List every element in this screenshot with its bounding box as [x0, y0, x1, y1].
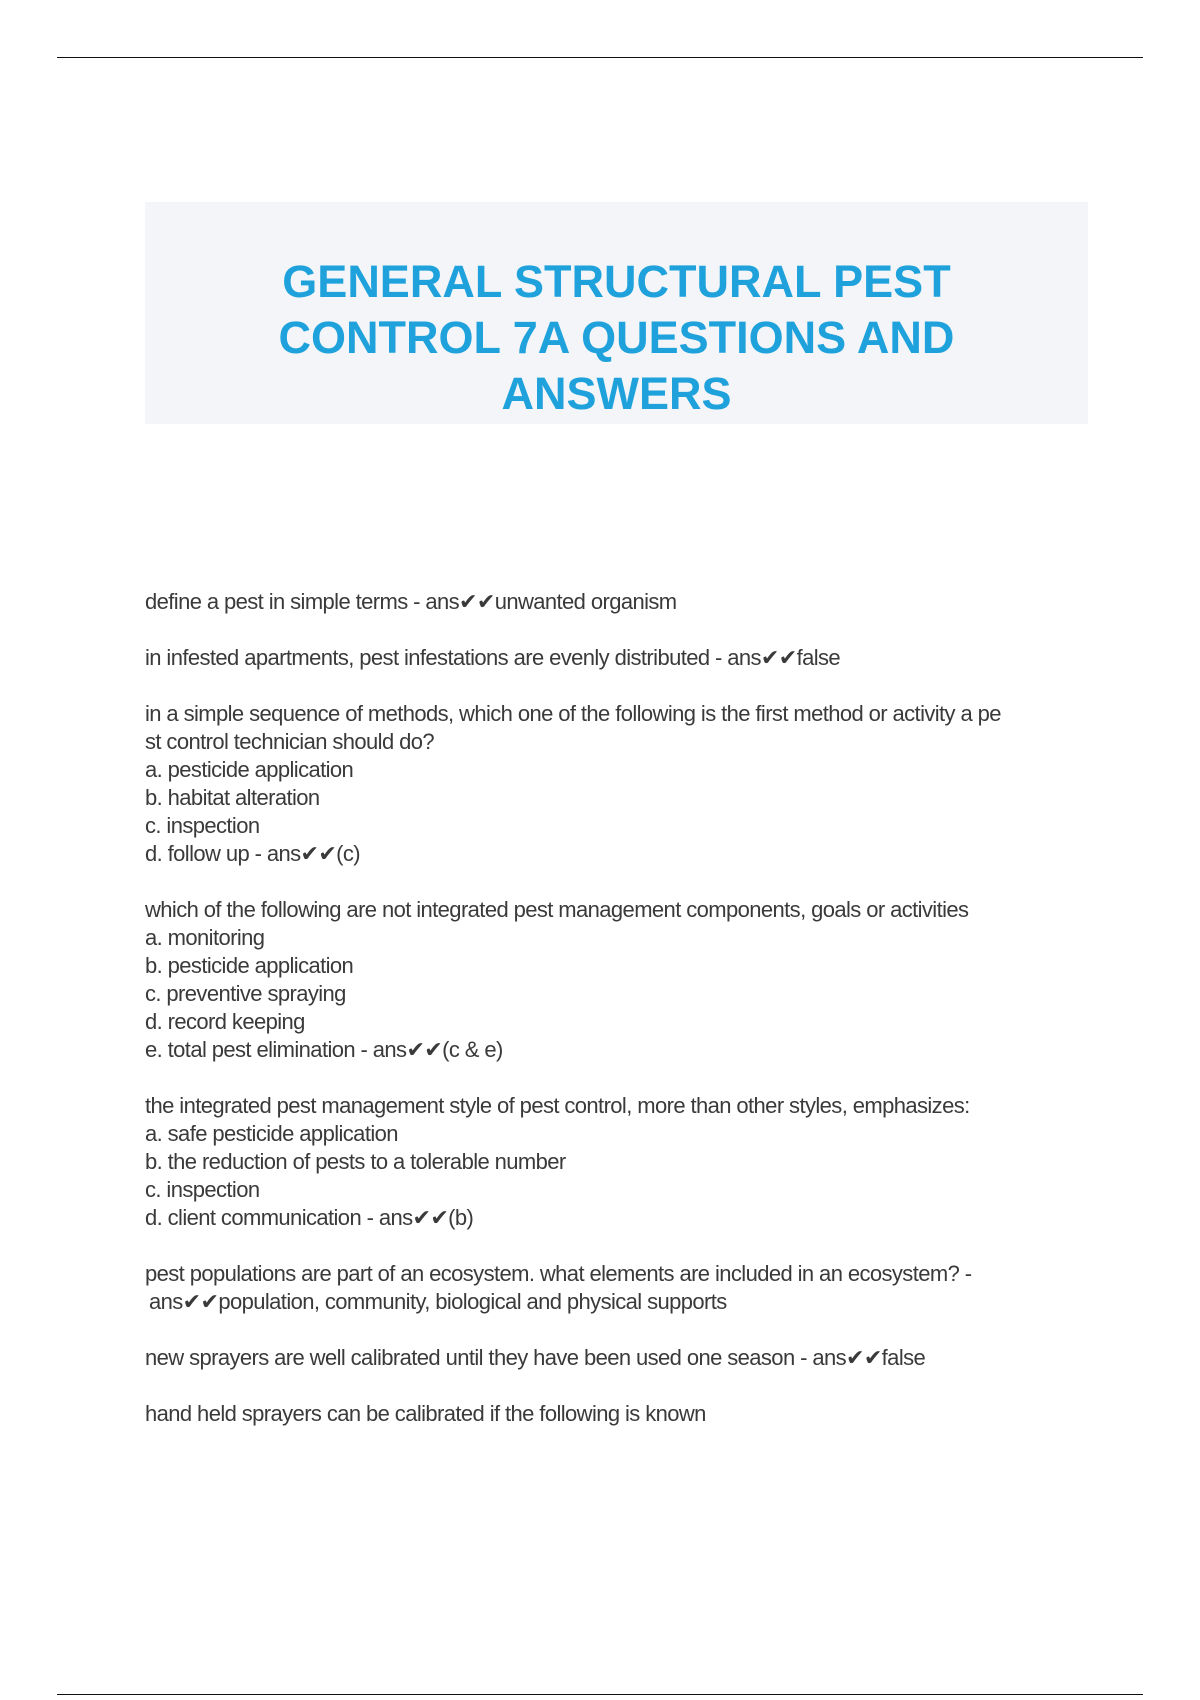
qa-option: b. the reduction of pests to a tolerable number [145, 1149, 566, 1174]
qa-item [145, 896, 1085, 1064]
title-line: ANSWERS [501, 368, 732, 419]
title-line: CONTROL 7A QUESTIONS AND [278, 312, 955, 363]
qa-option: d. client communication - ans✔✔(b) [145, 1205, 474, 1230]
title-banner [145, 202, 1088, 424]
qa-item [145, 1092, 1085, 1232]
qa-option: c. inspection [145, 1177, 260, 1202]
qa-option: c. inspection [145, 813, 260, 838]
qa-item [145, 644, 1085, 672]
qa-line: in infested apartments, pest infestations are evenly distributed - ans✔✔false [145, 645, 841, 670]
qa-line: which of the following are not integrated pest management components, goals or activities [145, 897, 969, 922]
qa-line: new sprayers are well calibrated until they have been used one season - ans✔✔false [145, 1345, 926, 1370]
qa-option: e. total pest elimination - ans✔✔(c & e) [145, 1037, 503, 1062]
title-line: GENERAL STRUCTURAL PEST [282, 256, 951, 307]
qa-option: c. preventive spraying [145, 981, 346, 1006]
document-title [145, 254, 1088, 422]
qa-line: hand held sprayers can be calibrated if the following is known [145, 1401, 706, 1426]
qa-item [145, 588, 1085, 616]
qa-option: a. safe pesticide application [145, 1121, 398, 1146]
qa-item [145, 1344, 1085, 1372]
qa-option: d. follow up - ans✔✔(c) [145, 841, 361, 866]
qa-item [145, 700, 1085, 868]
qa-option: b. habitat alteration [145, 785, 320, 810]
qa-line: the integrated pest management style of pest control, more than other styles, emphasizes: [145, 1093, 970, 1118]
top-rule [57, 57, 1143, 58]
qa-line: pest populations are part of an ecosystem. what elements are included in an ecosystem? - [145, 1261, 972, 1286]
qa-line: ans✔✔population, community, biological and physical supports [149, 1289, 727, 1314]
qa-item [145, 1260, 1085, 1316]
qa-line: in a simple sequence of methods, which one of the following is the first method or activity a pe [145, 701, 1001, 726]
qa-option: b. pesticide application [145, 953, 354, 978]
qa-line: define a pest in simple terms - ans✔✔unwanted organism [145, 589, 677, 614]
qa-option: a. monitoring [145, 925, 265, 950]
qa-option: d. record keeping [145, 1009, 305, 1034]
bottom-rule [57, 1694, 1143, 1695]
qa-list [145, 588, 1085, 1456]
qa-item [145, 1400, 1085, 1428]
qa-line: st control technician should do? [145, 729, 434, 754]
qa-option: a. pesticide application [145, 757, 354, 782]
